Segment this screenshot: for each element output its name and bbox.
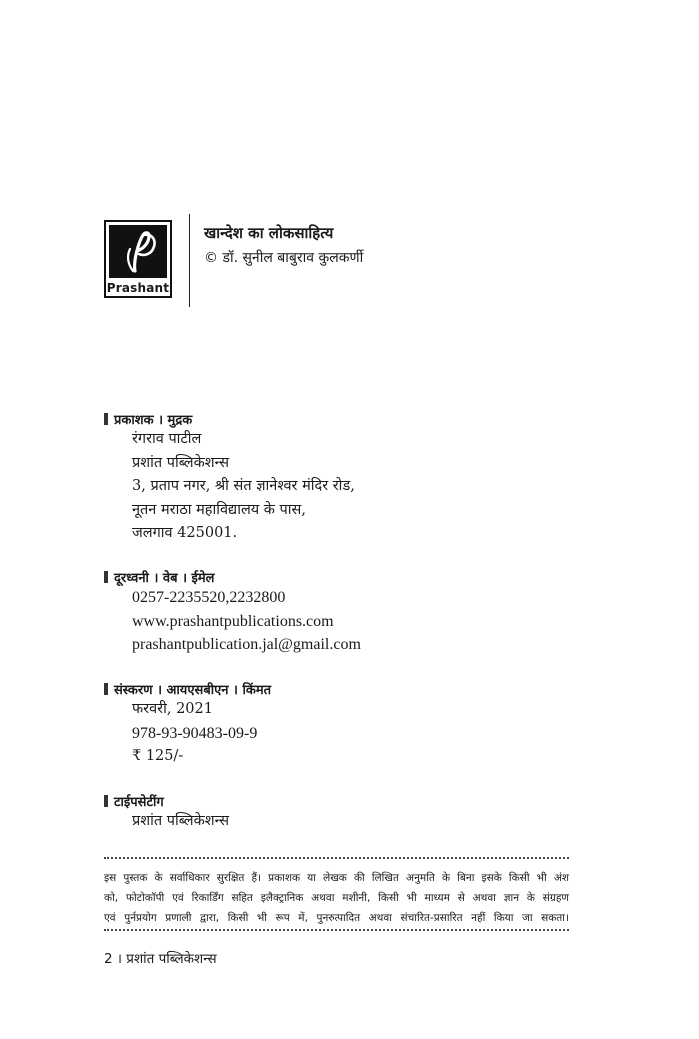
copyright-line: को, फोटोकॉपी एवं रिकार्डिंग सहित इलैक्ट्रानिक अथवा मशीनी, किसी भी माध्यम से अथवा ज्ञान के संग्रहण xyxy=(104,892,569,904)
section-typesetting xyxy=(104,792,229,834)
copyright-notice xyxy=(104,868,569,928)
email-link[interactable]: prashantpublication.jal@gmail.com xyxy=(132,636,361,653)
address-line: जलगाव 425001. xyxy=(132,525,238,541)
edition-date: फरवरी, 2021 xyxy=(132,701,213,717)
book-author: © डॉ. सुनील बाबुराव कुलकर्णी xyxy=(204,250,364,266)
address-line: 3, प्रताप नगर, श्री संत ज्ञानेश्वर मंदिर रोड, xyxy=(132,478,355,494)
book-title: खान्देश का लोकसाहित्य xyxy=(204,224,334,242)
heading-bar xyxy=(104,413,108,425)
price: ₹ 125/- xyxy=(132,748,184,764)
section-contact xyxy=(104,568,361,657)
publisher-logo xyxy=(104,220,172,298)
copyright-line: एवं पुर्नप्रयोग प्रणाली द्वारा, किसी भी रूप में, पुनरुत्पादित अथवा संचारित-प्रसारित नहीं किया जा सकता। xyxy=(104,912,569,924)
dotted-divider-top xyxy=(104,857,569,859)
section-edition xyxy=(104,680,271,769)
website-link[interactable]: www.prashantpublications.com xyxy=(132,612,334,630)
section-publisher xyxy=(104,410,355,546)
publisher-name: रंगराव पाटील xyxy=(132,431,202,447)
page-footer: 2 । प्रशांत पब्लिकेशन्स xyxy=(104,951,217,967)
publisher-company: प्रशांत पब्लिकेशन्स xyxy=(132,454,230,471)
dotted-divider-bottom xyxy=(104,929,569,931)
p-monogram-icon xyxy=(109,225,167,278)
address-line: नूतन मराठा महाविद्यालय के पास, xyxy=(132,501,306,518)
section-heading: संस्करण । आयएसबीएन । किंमत xyxy=(104,680,271,698)
copyright-line: इस पुस्तक के सर्वाधिकार सुरक्षित हैं। प्रकाशक या लेखक की लिखित अनुमति के बिना इसके किसी भी अंश xyxy=(104,872,569,884)
section-heading: दूरध्वनी । वेब । ईमेल xyxy=(104,568,361,586)
section-heading: प्रकाशक । मुद्रक xyxy=(104,410,355,428)
phone-number: 0257-2235520,2232800 xyxy=(132,589,286,606)
logo-wordmark: Prashant xyxy=(106,281,170,295)
typesetter-name: प्रशांत पब्लिकेशन्स xyxy=(132,813,230,829)
heading-bar xyxy=(104,683,108,695)
heading-bar xyxy=(104,571,108,583)
isbn: 978-93-90483-09-9 xyxy=(132,724,258,742)
section-heading: टाईपसेटींग xyxy=(104,792,229,810)
vertical-divider xyxy=(189,214,190,307)
heading-bar xyxy=(104,795,108,807)
